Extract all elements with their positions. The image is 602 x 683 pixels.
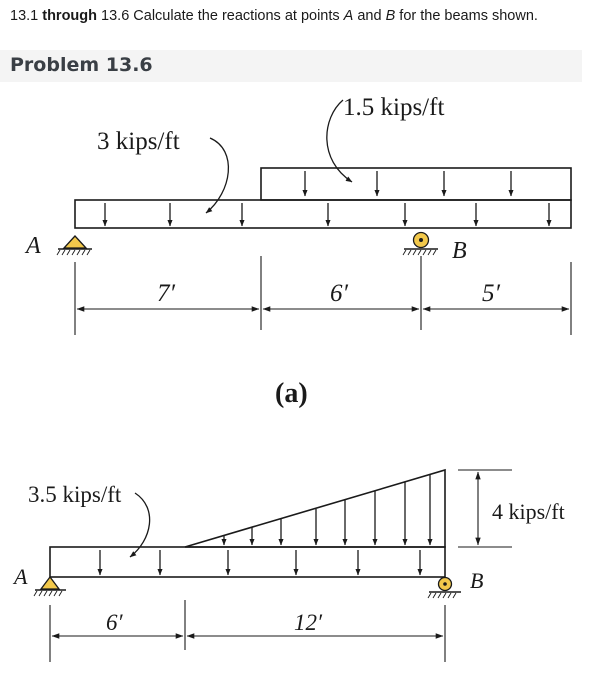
load-arrows-uniform xyxy=(100,550,420,575)
label-support-b-fig-b: B xyxy=(470,568,484,593)
label-load-1-5-kips: 1.5 kips/ft xyxy=(343,94,445,121)
leader-3-kips xyxy=(206,138,228,213)
label-dim-6ft-b: 6′ xyxy=(106,610,123,635)
label-dim-5ft: 5′ xyxy=(482,280,500,307)
statement-point-a: A xyxy=(343,8,354,24)
load-arrows-lower xyxy=(105,203,549,226)
statement-bold-through: through xyxy=(42,8,98,24)
roller-support-b-fig-a xyxy=(403,233,438,256)
label-dim-6ft-a: 6′ xyxy=(330,280,348,307)
load-arrows-triangle xyxy=(224,475,430,545)
roller-support-b-fig-b xyxy=(428,578,461,599)
statement-text-3: and xyxy=(353,8,386,24)
statement-point-b: B xyxy=(385,8,396,24)
label-load-3-5-kips: 3.5 kips/ft xyxy=(28,482,122,507)
load-arrows-upper xyxy=(305,171,511,196)
load-box-3-kips xyxy=(75,200,571,228)
pin-support-a-fig-b xyxy=(34,577,66,596)
label-support-a-fig-b: A xyxy=(14,564,28,589)
problem-heading: Problem 13.6 xyxy=(10,54,153,76)
label-support-b-fig-a: B xyxy=(452,238,467,264)
label-dim-7ft: 7′ xyxy=(157,280,175,307)
label-load-4-kips: 4 kips/ft xyxy=(492,499,565,524)
load-box-3-5-kips xyxy=(50,547,445,577)
load-triangle-4-kips xyxy=(185,470,445,547)
label-load-3-kips: 3 kips/ft xyxy=(97,128,180,155)
statement-text-1: 13.1 xyxy=(10,8,43,24)
statement-text-2: 13.6 Calculate the reactions at points xyxy=(97,8,344,24)
figure-caption-a: (a) xyxy=(275,378,308,409)
statement-text-4: for the beams shown. xyxy=(395,8,538,24)
pin-support-a-fig-a xyxy=(57,236,92,255)
label-dim-12ft: 12′ xyxy=(294,610,323,635)
label-support-a-fig-a: A xyxy=(26,233,41,259)
load-box-1-5-kips xyxy=(261,168,571,200)
